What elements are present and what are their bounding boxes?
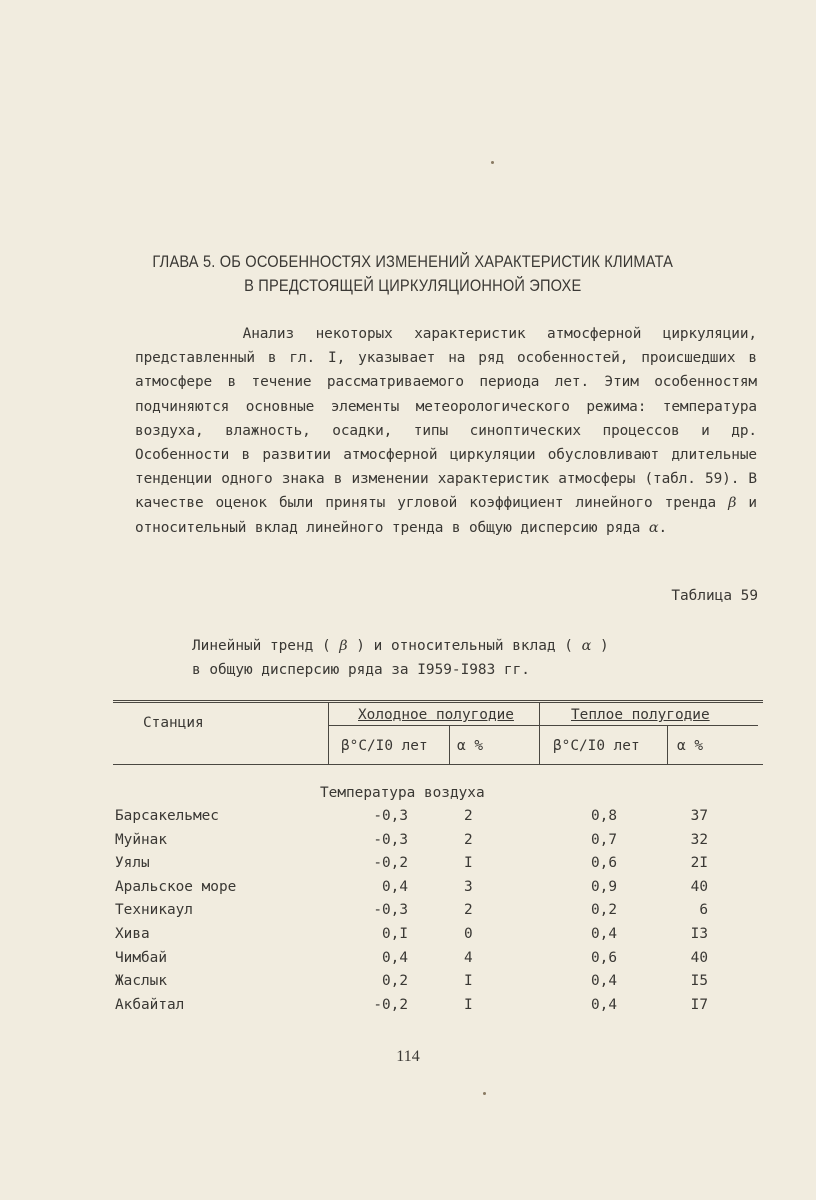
station-cell: Акбайтал: [115, 996, 185, 1013]
warm-alpha-cell: 32: [690, 831, 708, 848]
warm-alpha-cell: 40: [690, 878, 708, 895]
cold-beta-cell: 0,4: [382, 878, 408, 895]
warm-beta-cell: 0,6: [591, 855, 617, 872]
caption-text: ) и относительный вклад (: [356, 638, 573, 654]
table-col-divider: [328, 702, 329, 764]
chapter-title: [62, 250, 764, 298]
cold-beta-cell: -0,2: [373, 996, 408, 1013]
cold-alpha-cell: I: [464, 996, 473, 1013]
warm-beta-cell: 0,2: [591, 902, 617, 919]
station-cell: Аральское море: [115, 878, 237, 895]
beta-symbol: β: [339, 638, 348, 654]
cold-beta-cell: -0,3: [373, 902, 408, 919]
station-cell: Техникаул: [115, 902, 193, 919]
table-row: [0, 832, 816, 856]
cold-beta-cell: -0,3: [373, 831, 408, 848]
table-row: [0, 855, 816, 879]
cold-beta-cell: -0,3: [373, 808, 408, 824]
warm-alpha-cell: I3: [690, 925, 708, 942]
chapter-title-line-2: В ПРЕДСТОЯЩЕЙ ЦИРКУЛЯЦИОННОЙ ЭПОХЕ: [244, 276, 582, 295]
warm-alpha-cell: 2I: [690, 855, 708, 872]
header-station: Станция: [143, 715, 204, 731]
warm-alpha-cell: 37: [690, 808, 708, 824]
table-col-divider: [449, 726, 450, 764]
paper-speck: [483, 1092, 486, 1095]
warm-alpha-cell: 6: [699, 902, 708, 919]
table-body: [0, 808, 816, 1020]
header-cold-beta: β°С/I0 лет: [341, 738, 428, 754]
table-row: [0, 926, 816, 950]
header-warm-halfyear: Теплое полугодие: [571, 707, 710, 723]
warm-alpha-cell: I7: [690, 996, 708, 1013]
paper-speck: [491, 161, 494, 164]
alpha-symbol: α: [581, 638, 592, 654]
table-col-divider: [539, 702, 540, 764]
station-cell: Хива: [115, 925, 150, 942]
station-cell: Уялы: [115, 855, 150, 872]
paragraph-text-2: и относительный вклад линейного тренда в общую дисперсию ряда: [135, 495, 757, 536]
table-number: Таблица 59: [671, 588, 758, 604]
cold-alpha-cell: 3: [464, 878, 473, 895]
warm-alpha-cell: I5: [690, 973, 708, 990]
table-header-bottom-rule: [113, 764, 763, 765]
table-row: [0, 997, 816, 1021]
body-paragraph: [135, 322, 757, 540]
table-row: [0, 808, 816, 832]
table-top-rule: [113, 702, 763, 703]
table-col-divider: [667, 726, 668, 764]
warm-beta-cell: 0,8: [591, 808, 617, 824]
station-cell: Барсакельмес: [115, 808, 219, 824]
beta-symbol: β: [728, 495, 737, 512]
caption-text: ): [599, 638, 609, 654]
cold-alpha-cell: 2: [464, 831, 473, 848]
header-warm-beta: β°С/I0 лет: [553, 738, 640, 754]
paragraph-text-1: Анализ некоторых характеристик атмосферной циркуляции, представленный в гл. I, указывает на ряд особенностей, происшедших в атмосфере в течение рассматриваемого периода лет. Этим особенностям подчиняются основные элементы метеорологического режима: температура воздуха, влажность, осадки, типы синоптических процессов и др. Особенности в развитии атмосферной циркуляции обусловливают длительные тенденции одного знака в изменении характеристик атмосферы (табл. 59). В качестве оценок были приняты угловой коэффициент линейного тренда: [135, 326, 757, 512]
table-row: [0, 973, 816, 997]
table-row: [0, 879, 816, 903]
page-number: 114: [396, 1048, 420, 1065]
cold-alpha-cell: I: [464, 973, 473, 990]
table-row: [0, 950, 816, 974]
table-caption: [192, 634, 609, 682]
station-cell: Чимбай: [115, 949, 167, 966]
header-cold-alpha: α %: [457, 738, 483, 754]
warm-beta-cell: 0,4: [591, 973, 617, 990]
table-top-rule: [113, 700, 763, 701]
cold-alpha-cell: 2: [464, 902, 473, 919]
table-header-mid-rule: [328, 725, 758, 726]
header-warm-alpha: α %: [677, 738, 703, 754]
paragraph-text-3: .: [658, 519, 668, 536]
warm-beta-cell: 0,7: [591, 831, 617, 848]
header-cold-halfyear: Холодное полугодие: [358, 707, 514, 723]
cold-alpha-cell: I: [464, 855, 473, 872]
cold-alpha-cell: 2: [464, 808, 473, 824]
cold-alpha-cell: 0: [464, 925, 473, 942]
warm-beta-cell: 0,4: [591, 925, 617, 942]
warm-beta-cell: 0,4: [591, 996, 617, 1013]
cold-beta-cell: 0,I: [382, 925, 408, 942]
cold-beta-cell: 0,2: [382, 973, 408, 990]
station-cell: Муйнак: [115, 831, 167, 848]
cold-alpha-cell: 4: [464, 949, 473, 966]
alpha-symbol: α: [648, 519, 659, 536]
table-caption-line-1: [192, 634, 609, 658]
table-caption-line-2: в общую дисперсию ряда за I959-I983 гг.: [192, 662, 530, 678]
caption-text: Линейный тренд (: [192, 638, 331, 654]
cold-beta-cell: 0,4: [382, 949, 408, 966]
warm-beta-cell: 0,9: [591, 878, 617, 895]
section-label: Температура воздуха: [320, 785, 485, 801]
cold-beta-cell: -0,2: [373, 855, 408, 872]
table-row: [0, 902, 816, 926]
warm-alpha-cell: 40: [690, 949, 708, 966]
warm-beta-cell: 0,6: [591, 949, 617, 966]
station-cell: Жаслык: [115, 973, 167, 990]
chapter-title-line-1: ГЛАВА 5. ОБ ОСОБЕННОСТЯХ ИЗМЕНЕНИЙ ХАРАКТЕРИСТИК КЛИМАТА: [152, 252, 674, 271]
